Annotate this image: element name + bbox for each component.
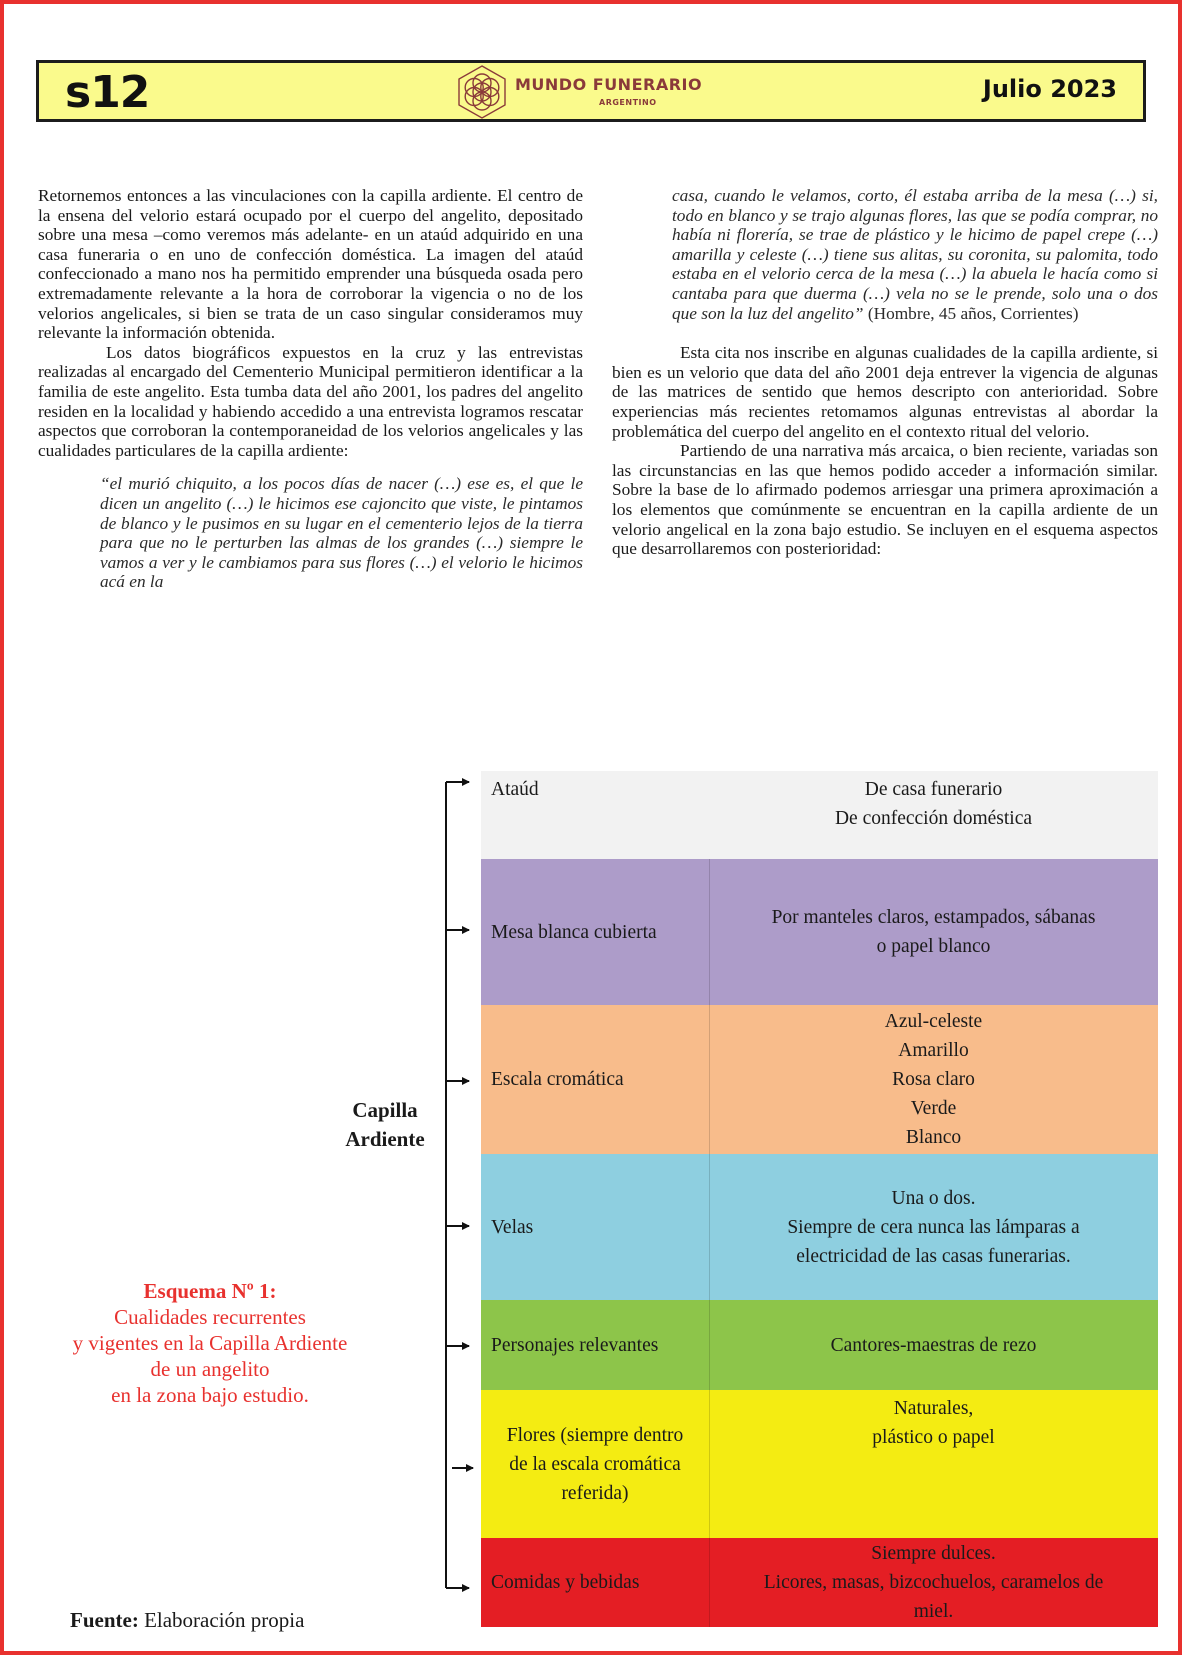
caption-title: Esquema Nº 1:	[143, 1279, 277, 1303]
caption-line: en la zona bajo estudio.	[111, 1383, 309, 1407]
detail-line: electricidad de las casas funerarias.	[796, 1245, 1071, 1267]
row-detail	[709, 771, 1158, 859]
detail-line: Rosa claro	[892, 1069, 975, 1090]
scheme-row-comidas	[481, 1538, 1158, 1627]
source-text: Elaboración propia	[144, 1608, 305, 1632]
detail-line: miel.	[913, 1601, 954, 1622]
root-line: Ardiente	[345, 1127, 425, 1151]
scheme-row-ataud	[481, 771, 1158, 859]
detail-line: Naturales,	[893, 1398, 974, 1419]
detail-line: plástico o papel	[872, 1427, 995, 1448]
page-number: s12	[65, 67, 150, 118]
caption-line: y vigentes en la Capilla Ardiente	[72, 1331, 348, 1355]
detail-line: Azul-celeste	[884, 1011, 983, 1032]
scheme-root-label	[330, 1096, 440, 1154]
row-label: Comidas y bebidas	[491, 1572, 640, 1593]
row-label	[481, 1390, 709, 1538]
row-detail	[709, 1300, 1158, 1390]
detail-line: Por manteles claros, estampados, sábanas	[771, 907, 1096, 928]
scheme-source	[70, 1608, 304, 1633]
detail-line: Licores, masas, bizcochuelos, caramelos de	[763, 1572, 1104, 1593]
scheme-row-personajes	[481, 1300, 1158, 1390]
detail-line: Blanco	[905, 1127, 962, 1148]
paragraph: Esta cita nos inscribe en algunas cualidades de la capilla ardiente, si bien es un velorio que data del año 2001 deja entrever la vigencia de algunas de las matrices de sentido que hemos descripto con anterioridad. Sobre experiencias más recientes retomamos algunas entrevistas al abordar la problemática del cuerpo del angelito en el contexto ritual del velorio.	[612, 343, 1158, 441]
paragraph: Los datos biográficos expuestos en la cruz y las entrevistas realizadas al encargado del Cementerio Municipal permitieron identificar a la familia de este angelito. Esta tumba data del año 2001, los padres del angelito residen en la localidad y habiendo accedido a una entrevista logramos rescatar aspectos que corroboran la contemporaneidad de los velorios angelicales y las cualidades particulares de la capilla ardiente:	[38, 342, 583, 460]
quote-source: (Hombre, 45 años, Corrientes)	[867, 303, 1079, 323]
detail-line: Siempre de cera nunca las lámparas a	[787, 1216, 1080, 1238]
row-detail	[709, 1154, 1158, 1300]
paragraph: Retornemos entonces a las vinculaciones con la capilla ardiente. El centro de la ensena del velorio estará ocupado por el cuerpo del angelito, depositado sobre una mesa –como veremos más adelante- en un ataúd adquirido en una casa funeraria o en uno de confección doméstica. La imagen del ataúd confeccionado a mano nos ha permitido emprender una búsqueda osada pero extremadamente relevante a la hora de corroborar la vigencia o no de los velorios angelicales, si bien se trata de un caso singular consideramos muy relevante la información obtenida.	[38, 186, 583, 343]
row-label: Escala cromática	[491, 1069, 624, 1090]
scheme-row-mesa	[481, 859, 1158, 1005]
source-label: Fuente:	[70, 1608, 139, 1632]
row-label: Velas	[491, 1216, 534, 1238]
row-detail	[709, 1538, 1158, 1627]
interview-quote: “el murió chiquito, a los pocos días de nacer (…) ese es, el que le dicen un angelito (…) le hicimos ese cajoncito que viste, le pintamos de blanco y le pusimos en su lugar en el cementerio lejos de la tierra para que no le perturben las almas de los grandes (…) siempre le vamos a ver y le cambiamos para sus flores (…) el velorio le hicimos acá en la	[100, 474, 583, 592]
detail-line: De casa funerario	[864, 779, 1003, 800]
row-label: Mesa blanca cubierta	[491, 921, 657, 943]
row-label: Personajes relevantes	[491, 1334, 659, 1356]
detail-line: Siempre dulces.	[871, 1543, 996, 1564]
label-line: Flores (siempre dentro	[506, 1424, 684, 1446]
detail-line: De confección doméstica	[834, 808, 1033, 829]
paragraph: Partiendo de una narrativa más arcaica, o bien reciente, variadas son las circunstancias en las que hemos podido acceder a información similar. Sobre la base de lo afirmado podemos arriesgar una primera aproximación a los elementos que comúnmente se encuentran en la capilla ardiente de un velorio angelical en la zona bajo estudio. Se incluyen en el esquema aspectos que desarrollaremos con posterioridad:	[612, 441, 1158, 559]
label-line: referida)	[561, 1482, 629, 1504]
detail-line: Amarillo	[898, 1040, 969, 1061]
caption-line: de un angelito	[150, 1357, 270, 1381]
detail-line: o papel blanco	[876, 936, 991, 957]
row-label: Ataúd	[491, 779, 539, 800]
label-line: de la escala cromática	[509, 1453, 681, 1475]
quote-text: casa, cuando le velamos, corto, él estaba arriba de la mesa (…) si, todo en blanco y se trajo algunas flores, las que se podía comprar, no había ni florería, se trae de plástico y le hicimo de papel crepe (…) amarilla y celeste (…) tiene sus alitas, su coronita, su palomita, todo estaba en el velorio cerca de la mesa (…) la abuela le hacía como si cantaba para que duerma (…) vela no se le prende, solo una o dos que son la luz del angelito”	[672, 186, 1158, 323]
row-detail	[709, 1005, 1158, 1154]
detail-line: Una o dos.	[891, 1187, 976, 1209]
brand-name: MUNDO FUNERARIO	[515, 75, 703, 94]
row-detail	[709, 1390, 1158, 1538]
scheme-row-escala	[481, 1005, 1158, 1154]
caption-line: Cualidades recurrentes	[114, 1305, 306, 1329]
scheme-row-flores	[481, 1390, 1158, 1538]
detail-line: Verde	[910, 1098, 957, 1119]
detail-line: Cantores-maestras de rezo	[830, 1334, 1037, 1356]
scheme-row-velas	[481, 1154, 1158, 1300]
root-line: Capilla	[352, 1098, 418, 1122]
issue-date: Julio 2023	[982, 75, 1117, 103]
row-detail	[709, 859, 1158, 1005]
brand-subtitle: ARGENTINO	[599, 98, 657, 107]
scheme-caption	[36, 1278, 384, 1408]
